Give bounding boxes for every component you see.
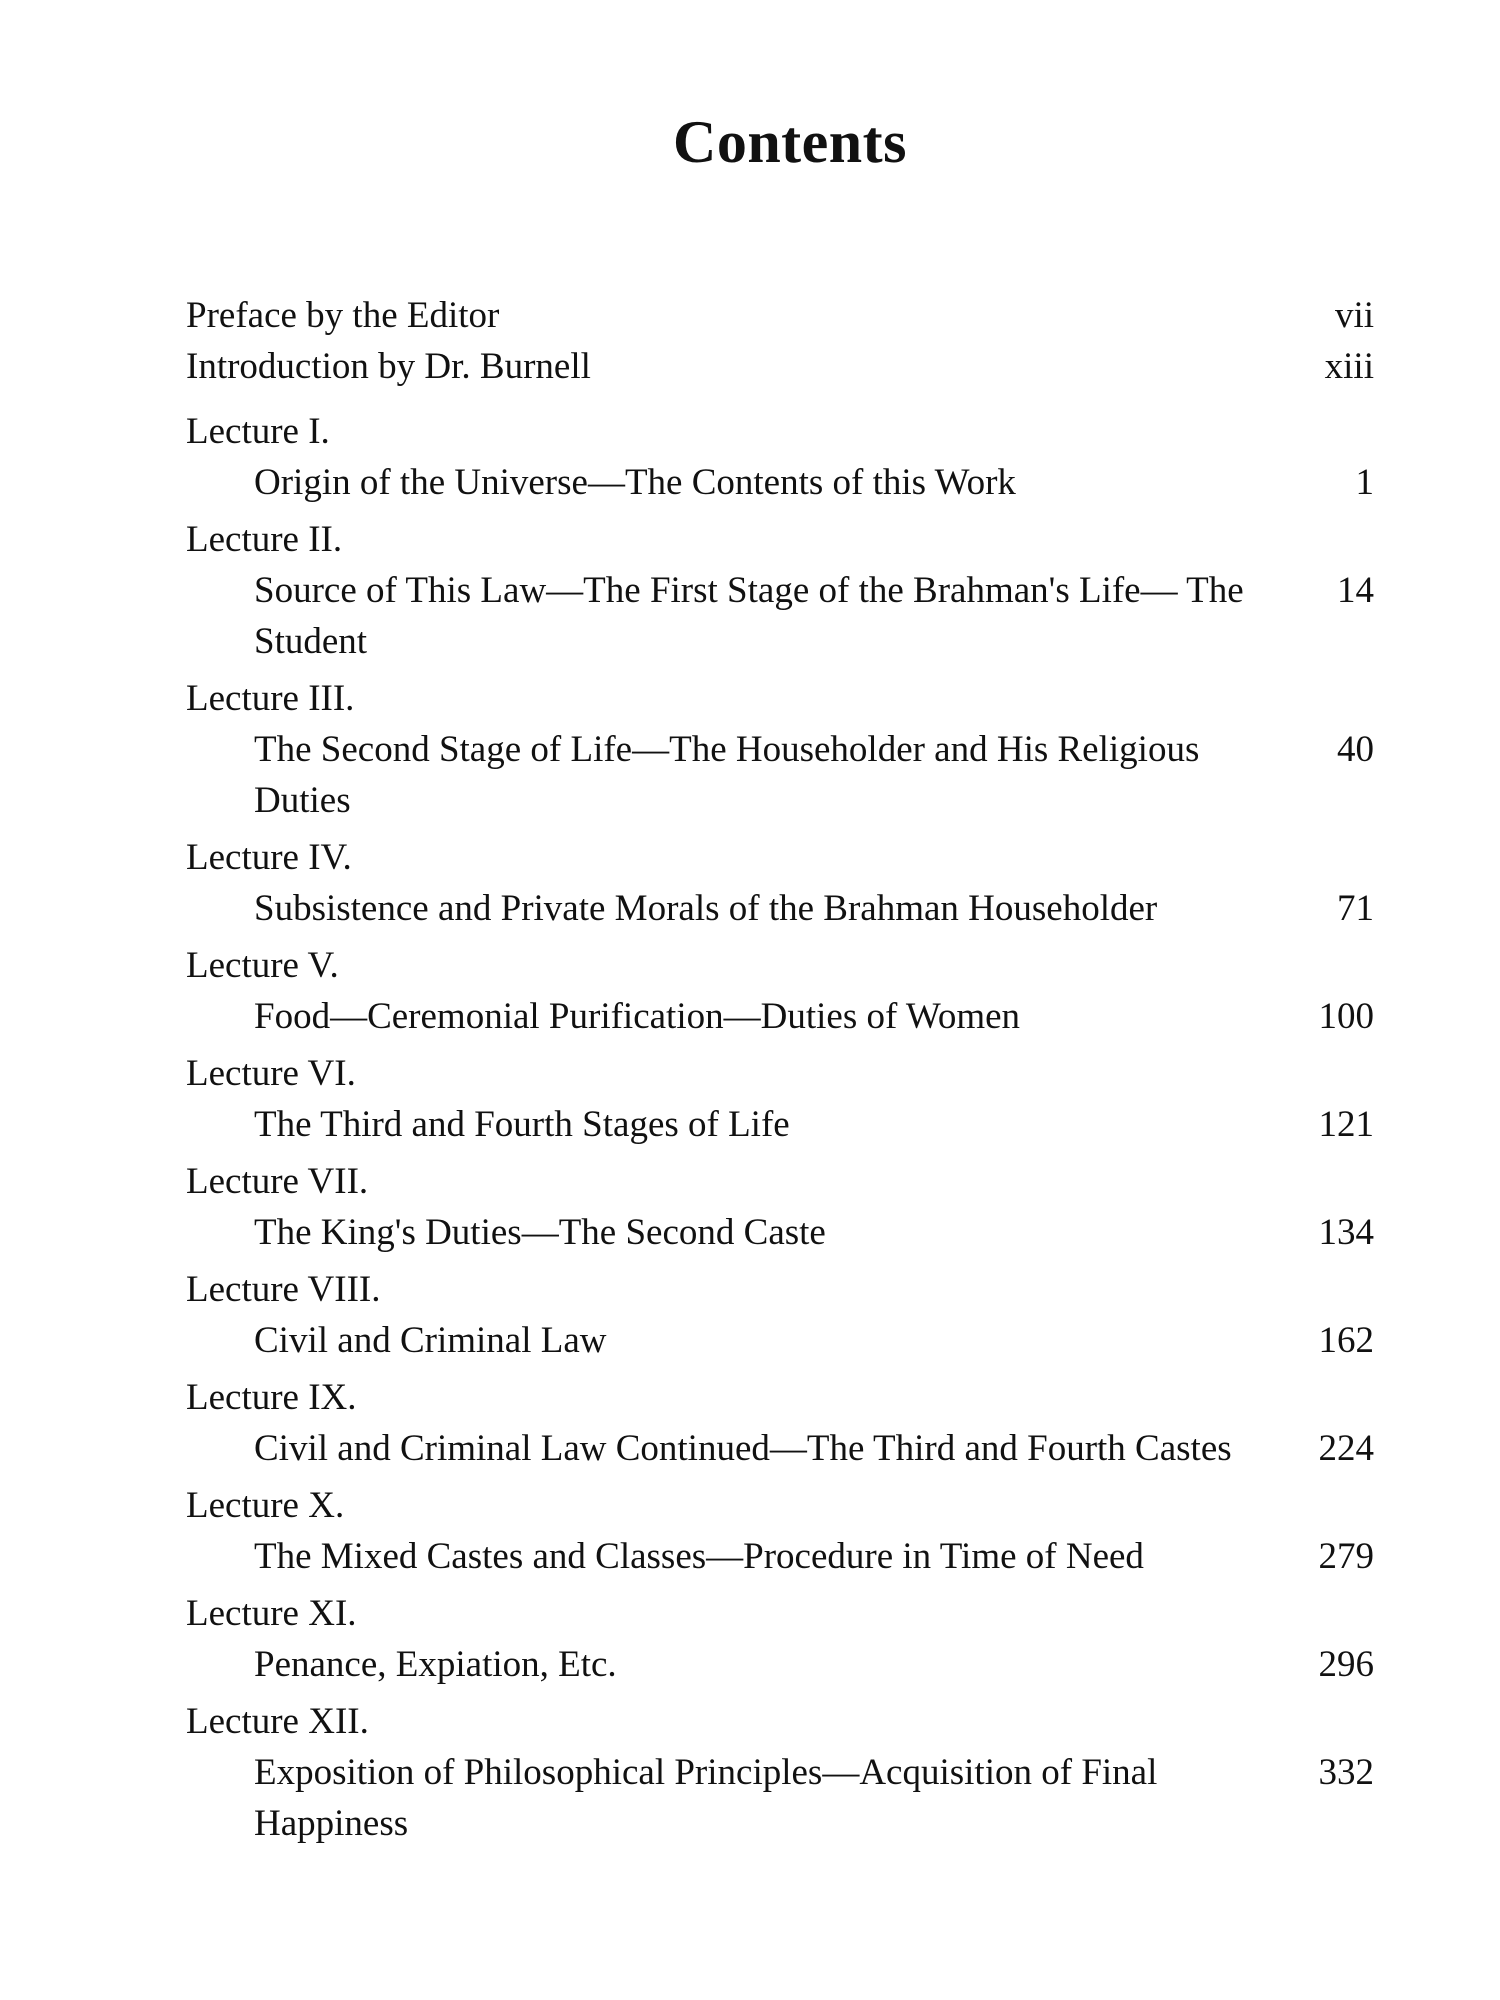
toc-page-number: 71 [1337, 888, 1374, 929]
toc-entry-title: Introduction by Dr. Burnell [186, 346, 591, 387]
toc-page-number: vii [1334, 295, 1374, 336]
toc-lecture-4 [186, 832, 1386, 934]
toc-lecture-6 [186, 1048, 1386, 1150]
lecture-heading: Lecture III. [186, 678, 355, 719]
toc-entry-introduction[interactable] [186, 341, 1386, 392]
toc-lecture-2 [186, 514, 1386, 667]
toc-entry-title: Preface by the Editor [186, 295, 500, 336]
lecture-heading: Lecture IX. [186, 1377, 357, 1418]
toc-entry[interactable] [186, 1531, 1386, 1582]
toc-lecture-5 [186, 940, 1386, 1042]
toc-page-number: 1 [1355, 462, 1374, 503]
toc-entry[interactable] [186, 883, 1386, 934]
toc-entry[interactable] [186, 1423, 1386, 1474]
toc-page-number: xiii [1324, 346, 1374, 387]
toc-entry-title: Origin of the Universe—The Contents of this Work [254, 462, 1016, 503]
toc-entry-preface[interactable] [186, 290, 1386, 341]
toc-entry-title: Civil and Criminal Law [254, 1320, 607, 1361]
toc-lecture-11 [186, 1588, 1386, 1690]
toc-page-number: 162 [1318, 1320, 1374, 1361]
lecture-heading: Lecture II. [186, 519, 343, 560]
toc-lecture-7 [186, 1156, 1386, 1258]
toc-lecture-8 [186, 1264, 1386, 1366]
toc-page-number: 100 [1318, 996, 1374, 1037]
toc-entry[interactable] [186, 1207, 1386, 1258]
front-matter-list [186, 290, 1386, 392]
lecture-heading: Lecture IV. [186, 837, 352, 878]
toc-entry[interactable] [186, 457, 1386, 508]
lecture-heading: Lecture VI. [186, 1053, 356, 1094]
toc-entry-title: The Third and Fourth Stages of Life [254, 1104, 790, 1145]
toc-entry-title: The King's Duties—The Second Caste [254, 1212, 826, 1253]
toc-entry-title: Penance, Expiation, Etc. [254, 1644, 617, 1685]
toc-entry[interactable] [186, 724, 1386, 826]
toc-entry-title: Subsistence and Private Morals of the Brahman Householder [254, 888, 1158, 929]
lecture-heading: Lecture VIII. [186, 1269, 381, 1310]
lecture-heading: Lecture X. [186, 1485, 345, 1526]
toc-page-number: 279 [1318, 1536, 1374, 1577]
lecture-heading: Lecture I. [186, 411, 330, 452]
toc-lecture-9 [186, 1372, 1386, 1474]
toc-entry-title: The Mixed Castes and Classes—Procedure in Time of Need [254, 1536, 1144, 1577]
toc-entry-title: Food—Ceremonial Purification—Duties of Women [254, 996, 1021, 1037]
toc-entry[interactable] [186, 1315, 1386, 1366]
toc-entry-title: Civil and Criminal Law Continued—The Third and Fourth Castes [254, 1428, 1232, 1469]
toc-page-number: 224 [1318, 1428, 1374, 1469]
toc-entry[interactable] [186, 991, 1386, 1042]
toc-page-number: 332 [1318, 1752, 1374, 1793]
toc-entry[interactable] [186, 1747, 1386, 1849]
toc-lecture-3 [186, 673, 1386, 826]
toc-entry-title: The Second Stage of Life—The Householder and His Religious Duties [254, 729, 1200, 821]
toc-lecture-1 [186, 406, 1386, 508]
lecture-heading: Lecture XII. [186, 1701, 369, 1742]
toc-page-number: 134 [1318, 1212, 1374, 1253]
toc-page-number: 40 [1337, 729, 1374, 770]
toc-entry[interactable] [186, 1639, 1386, 1690]
toc-entry[interactable] [186, 1099, 1386, 1150]
page-title: Contents [672, 109, 907, 175]
toc-page-number: 121 [1318, 1104, 1374, 1145]
lecture-heading: Lecture V. [186, 945, 339, 986]
lecture-heading: Lecture XI. [186, 1593, 357, 1634]
toc-lecture-10 [186, 1480, 1386, 1582]
table-of-contents [186, 290, 1386, 1855]
toc-page-number: 14 [1337, 570, 1374, 611]
toc-page-number: 296 [1318, 1644, 1374, 1685]
toc-entry[interactable] [186, 565, 1386, 667]
toc-lecture-12 [186, 1696, 1386, 1849]
toc-entry-title: Exposition of Philosophical Principles—Acquisition of Final Happiness [254, 1752, 1158, 1844]
toc-entry-title: Source of This Law—The First Stage of the Brahman's Life— The Student [254, 570, 1244, 662]
lecture-heading: Lecture VII. [186, 1161, 369, 1202]
